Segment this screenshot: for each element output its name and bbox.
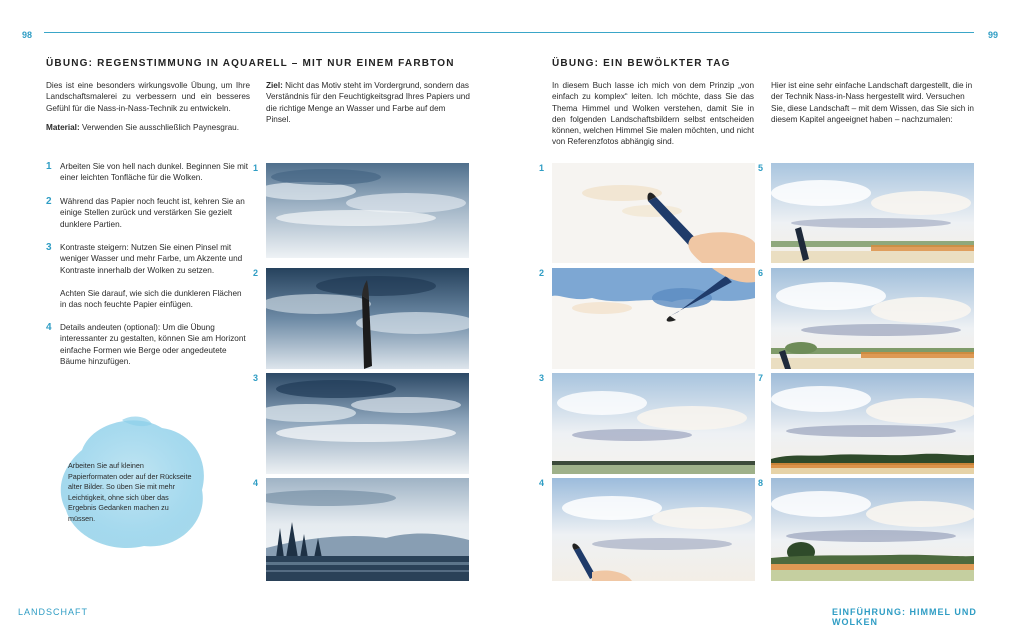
ziel-label: Ziel:: [266, 81, 283, 90]
right-col2-text: Hier ist eine sehr einfache Landschaft dargestellt, die in der Technik Nass-in-Nass hergestellt wird. Versuchen Sie, diese Landschaft – mit dem Wissen, das Sie sich in diesem Kapitel angeeignet haben – nachzumalen:: [771, 81, 974, 124]
tip-text: Arbeiten Sie auf kleinen Papierformaten oder auf der Rückseite alter Bilder. So üben Sie mit mehr Leichtigkeit, ohne sich über das Ergebnis Gedanken machen zu müssen.: [68, 461, 192, 523]
step-text: Details andeuten (optional): Um die Übung interessanter zu gestalten, können Sie am Horizont einfache Formen wie Berge oder angedeutete Bäume hinzufügen.: [60, 323, 246, 366]
footer-right: EINFÜHRUNG: HIMMEL UND WOLKEN: [832, 607, 977, 627]
right-col1-text: In diesem Buch lasse ich mich von dem Prinzip „von einfach zu komplex“ leiten. Ich möchte, dass Sie das Thema Himmel und Wolken verstehen, damit Sie in den folgenden Landschaftsbildern selbst entscheiden können, welchen Himmel Sie malen möchten, und nicht von Referenzfotos abhängig sind.: [552, 81, 754, 147]
step-number: 3: [46, 242, 52, 253]
top-rule: [44, 32, 974, 33]
step-text: Kontraste steigern: Nutzen Sie einen Pinsel mit weniger Wasser und mehr Farbe, um Akzente und Kontraste innerhalb der Wolken zu setzen.: [60, 243, 243, 275]
step-3-note: [60, 288, 250, 311]
right-panel-8: [771, 478, 974, 581]
right-panel-2-number: 2: [539, 268, 545, 278]
left-heading: ÜBUNG: REGENSTIMMUNG IN AQUARELL – MIT NUR EINEM FARBTON: [46, 58, 455, 69]
left-panel-3: [266, 373, 469, 474]
right-panel-1-number: 1: [539, 163, 545, 173]
right-panel-7-number: 7: [758, 373, 764, 383]
right-panel-7: [771, 373, 974, 474]
right-panel-5: [771, 163, 974, 263]
right-panel-3: [552, 373, 755, 474]
right-panel-1: [552, 163, 755, 263]
ziel-paragraph: [266, 80, 470, 125]
right-panel-8-number: 8: [758, 478, 764, 488]
step-number: 4: [46, 322, 52, 333]
ziel-text: Nicht das Motiv steht im Vordergrund, sondern das Verständnis für den Feuchtigkeitsgrad Ihres Papiers und die richtige Menge an Wasser und Farbe auf dem Pinsel.: [266, 81, 470, 124]
left-panel-3-number: 3: [253, 373, 259, 383]
step-text: Während das Papier noch feucht ist, kehren Sie an einige Stellen zurück und verstärken Sie gezielt dunklere Partien.: [60, 197, 245, 229]
footer-left: LANDSCHAFT: [18, 607, 89, 617]
right-panel-6: [771, 268, 974, 369]
left-panel-1: [266, 163, 469, 258]
right-panel-2: [552, 268, 755, 369]
step-text: Arbeiten Sie von hell nach dunkel. Beginnen Sie mit einer leichten Tonfläche für die Wolken.: [60, 162, 248, 183]
left-panel-2-number: 2: [253, 268, 259, 278]
left-panel-2: [266, 268, 469, 369]
material-label: Material:: [46, 122, 80, 132]
right-panel-6-number: 6: [758, 268, 764, 278]
intro-text: Dies ist eine besonders wirkungsvolle Übung, um Ihre Landschaftsmalerei zu verbessern und ein besseres Gefühl für die Nass-in-Nass-Technik zu entwickeln.: [46, 81, 250, 113]
page-number-right: 99: [988, 30, 999, 40]
right-panel-5-number: 5: [758, 163, 764, 173]
left-panel-4-number: 4: [253, 478, 259, 488]
step-number: 1: [46, 161, 52, 172]
material-text: Verwenden Sie ausschließlich Paynesgrau.: [81, 122, 239, 132]
left-panel-1-number: 1: [253, 163, 259, 173]
left-intro-column: [46, 80, 250, 141]
step-1: [46, 161, 250, 184]
step-4: [46, 322, 250, 367]
right-panel-4: [552, 478, 755, 581]
right-panel-4-number: 4: [539, 478, 545, 488]
page-number-left: 98: [22, 30, 33, 40]
step-2: [46, 196, 250, 230]
right-panel-3-number: 3: [539, 373, 545, 383]
step-number: 2: [46, 196, 52, 207]
step-3: [46, 242, 250, 276]
step-text: Achten Sie darauf, wie sich die dunkleren Flächen in das noch feuchte Papier einfügen.: [60, 289, 242, 310]
right-heading: ÜBUNG: EIN BEWÖLKTER TAG: [552, 58, 731, 69]
left-panel-4: [266, 478, 469, 581]
material-paragraph: [46, 122, 250, 133]
